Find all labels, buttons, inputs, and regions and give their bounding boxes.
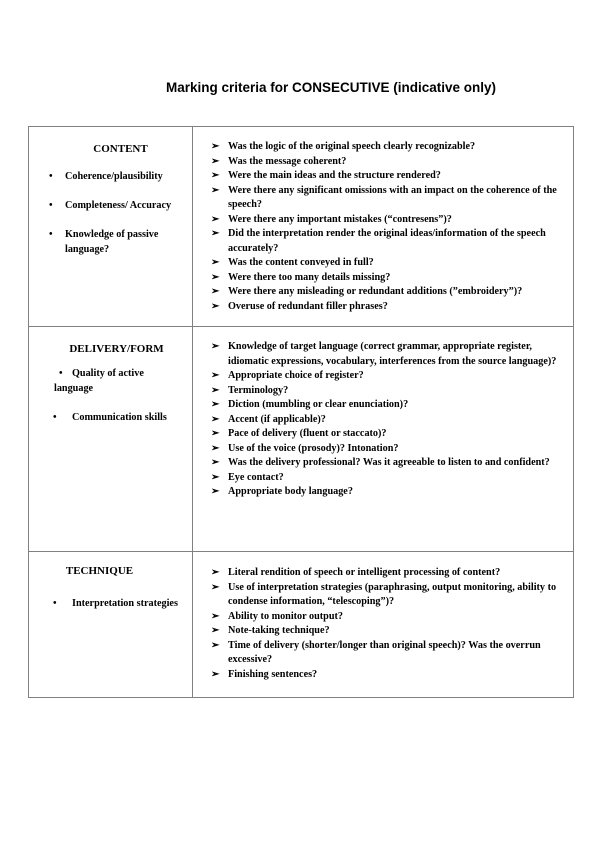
question-item — [193, 369, 571, 384]
criterion-item — [29, 199, 192, 214]
question-item — [193, 427, 571, 442]
section-heading: TECHNIQUE — [65, 565, 134, 577]
question-list — [193, 340, 573, 500]
question-text: Were there any important mistakes (“contresens”)? — [228, 213, 452, 225]
arrow-bullet-icon: ➢ — [211, 639, 220, 651]
arrow-bullet-icon: ➢ — [211, 184, 220, 196]
question-item — [193, 581, 571, 610]
question-item — [193, 471, 571, 486]
question-text: Was the delivery professional? Was it agreeable to listen to and confident? — [228, 457, 550, 468]
section-questions-cell — [193, 127, 574, 327]
arrow-bullet-icon: ➢ — [211, 384, 220, 396]
arrow-bullet-icon: ➢ — [211, 457, 220, 468]
criteria-list — [29, 170, 192, 257]
arrow-bullet-icon: ➢ — [211, 581, 220, 593]
criterion-label: Interpretation strategies — [72, 598, 178, 609]
question-item — [193, 256, 571, 271]
question-text: Were the main ideas and the structure rendered? — [228, 170, 441, 181]
question-text: Knowledge of target language (correct grammar, appropriate register, idiomatic expressions, vocabulary, interferences from the source language)? — [228, 341, 557, 367]
arrow-bullet-icon: ➢ — [211, 228, 220, 239]
criterion-label: Communication skills — [72, 411, 167, 423]
criterion-label: Coherence/plausibility — [65, 171, 163, 182]
arrow-bullet-icon: ➢ — [211, 413, 220, 425]
question-text: Pace of delivery (fluent or staccato)? — [228, 428, 387, 439]
question-text: Overuse of redundant filler phrases? — [228, 300, 388, 312]
question-text: Eye contact? — [228, 471, 284, 483]
question-item — [193, 442, 571, 457]
section-heading: CONTENT — [93, 143, 148, 155]
question-item — [193, 340, 571, 369]
section-criteria-cell — [29, 127, 193, 327]
criteria-list — [29, 367, 192, 425]
criteria-list — [29, 597, 192, 612]
question-item — [193, 413, 571, 428]
arrow-bullet-icon: ➢ — [211, 610, 220, 622]
question-list — [193, 566, 573, 682]
arrow-bullet-icon: ➢ — [211, 300, 220, 312]
question-list — [193, 140, 573, 314]
bullet-icon: • — [53, 411, 57, 423]
arrow-bullet-icon: ➢ — [211, 341, 220, 352]
question-item — [193, 271, 571, 286]
question-item — [193, 169, 571, 184]
criterion-label-continued: language — [54, 382, 94, 394]
question-text: Time of delivery (shorter/longer than original speech)? Was the overrun excessive? — [228, 639, 541, 665]
criterion-item — [29, 367, 192, 396]
question-item — [193, 213, 571, 228]
arrow-bullet-icon: ➢ — [211, 428, 220, 439]
section-criteria-cell — [29, 327, 193, 552]
arrow-bullet-icon: ➢ — [211, 155, 220, 167]
question-text: Appropriate choice of register? — [228, 370, 364, 381]
arrow-bullet-icon: ➢ — [211, 486, 220, 497]
arrow-bullet-icon: ➢ — [211, 286, 220, 297]
question-text: Finishing sentences? — [228, 668, 318, 680]
arrow-bullet-icon: ➢ — [211, 213, 220, 225]
section-row-content — [29, 127, 574, 327]
criterion-item — [29, 411, 192, 426]
bullet-icon: • — [53, 598, 57, 609]
question-text: Note-taking technique? — [228, 625, 330, 636]
bullet-icon: • — [49, 229, 53, 240]
question-item — [193, 140, 571, 155]
arrow-bullet-icon: ➢ — [211, 567, 220, 578]
question-text: Were there any significant omissions with an impact on the coherence of the speech? — [228, 184, 557, 210]
question-item — [193, 639, 571, 668]
arrow-bullet-icon: ➢ — [211, 141, 220, 152]
question-item — [193, 624, 571, 639]
arrow-bullet-icon: ➢ — [211, 471, 220, 483]
question-text: Was the logic of the original speech clearly recognizable? — [228, 141, 476, 152]
arrow-bullet-icon: ➢ — [211, 257, 220, 268]
section-heading: DELIVERY/FORM — [69, 343, 164, 355]
document-title: Marking criteria for CONSECUTIVE (indicative only) — [165, 80, 497, 95]
question-item — [193, 566, 571, 581]
question-item — [193, 456, 571, 471]
question-item — [193, 610, 571, 625]
criterion-label: Knowledge of passive language? — [65, 229, 159, 255]
question-text: Accent (if applicable)? — [228, 413, 326, 425]
bullet-icon: • — [49, 200, 53, 211]
question-item — [193, 668, 571, 683]
bullet-icon: • — [49, 171, 53, 182]
question-item — [193, 384, 571, 399]
question-text: Literal rendition of speech or intelligent processing of content? — [228, 567, 501, 578]
question-item — [193, 184, 571, 213]
criterion-label: Quality of active — [72, 368, 144, 379]
section-row-delivery — [29, 327, 574, 552]
section-criteria-cell — [29, 552, 193, 698]
arrow-bullet-icon: ➢ — [211, 170, 220, 181]
criterion-item — [29, 597, 192, 612]
question-text: Use of the voice (prosody)? Intonation? — [228, 442, 399, 454]
question-item — [193, 285, 571, 300]
question-text: Did the interpretation render the original ideas/information of the speech accurately? — [228, 228, 546, 254]
criteria-table — [28, 126, 574, 698]
question-text: Were there any misleading or redundant additions (”embroidery”)? — [228, 286, 523, 297]
question-item — [193, 227, 571, 256]
question-text: Was the content conveyed in full? — [228, 257, 374, 268]
question-item — [193, 398, 571, 413]
arrow-bullet-icon: ➢ — [211, 442, 220, 454]
question-text: Diction (mumbling or clear enunciation)? — [228, 399, 409, 410]
question-text: Were there too many details missing? — [228, 271, 391, 283]
criterion-item — [29, 228, 192, 257]
question-item — [193, 300, 571, 315]
section-questions-cell — [193, 327, 574, 552]
question-text: Use of interpretation strategies (paraphrasing, output monitoring, ability to condense information, “telescoping”)? — [228, 581, 557, 607]
bullet-icon: • — [59, 368, 63, 379]
arrow-bullet-icon: ➢ — [211, 370, 220, 381]
criterion-label: Completeness/ Accuracy — [65, 200, 172, 211]
question-item — [193, 155, 571, 170]
arrow-bullet-icon: ➢ — [211, 399, 220, 410]
question-text: Terminology? — [228, 384, 289, 396]
question-text: Ability to monitor output? — [228, 610, 343, 622]
section-row-technique — [29, 552, 574, 698]
question-text: Was the message coherent? — [228, 155, 347, 167]
question-item — [193, 485, 571, 500]
criterion-item — [29, 170, 192, 185]
arrow-bullet-icon: ➢ — [211, 625, 220, 636]
arrow-bullet-icon: ➢ — [211, 271, 220, 283]
question-text: Appropriate body language? — [228, 486, 353, 497]
arrow-bullet-icon: ➢ — [211, 668, 220, 680]
section-questions-cell — [193, 552, 574, 698]
